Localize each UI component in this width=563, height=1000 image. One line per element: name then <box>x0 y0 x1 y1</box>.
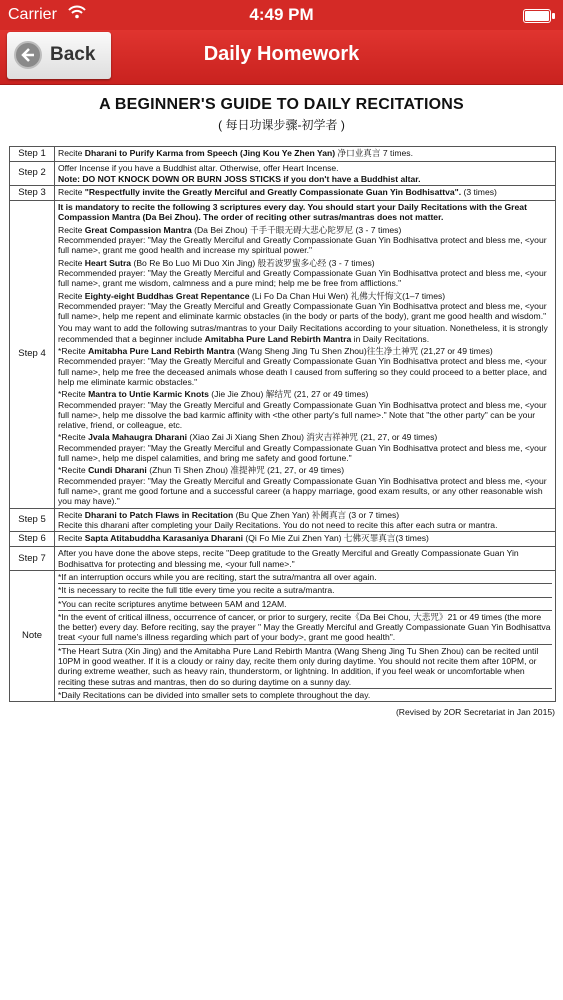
page-title: Daily Homework <box>203 43 360 65</box>
document-subtitle: ( 每日功课步骤-初学者 ) <box>218 118 345 132</box>
step-label: Step 2 <box>10 162 55 186</box>
step-content: It is mandatory to recite the following 3 scriptures every day. You should start your Daily Recitations with the Great Compassion Mantra (Da Bei Zhou). The order of reciting other sutras/mantras does not matter. Recite Great Compassion Mantra (Da Bei Zhou) 千手千眼无碍大悲心陀罗尼 (3 - 7 times) Recommended prayer: "May the Greatly Merciful and Greatly Compassionate Guan Yin Bodhisattva protect and bless me, <your full name>, grant me good health and increase my spiritual power." Recite Heart Sutra (Bo Re Bo Luo Mi Duo Xin Jing) 般若波罗蜜多心经 (3 - 7 times) Recommended prayer: "May the Greatly Merciful and Greatly Compassionate Guan Yin Bodhisattva protect and bless me, <your full name>, grant me wisdom, calmness and a pure mind; help me be free from afflictions." Recite Eighty-eight Buddhas Great Repentance (Li Fo Da Chan Hui Wen) 礼佛大忏悔文(1–7 times) Recommended prayer: "May the Greatly Merciful and Greatly Compassionate Guan Yin Bodhisattva protect and bless me, <your full name>, help me repent and eliminate karmic obstacles (in the body or parts of the body), grant me good health and wisdom." You may want to add the following sutras/mantras to your Daily Recitations according to your situation. Nonetheless, it is strongly recommended that a beginner include Amitabha Pure Land Rebirth Mantra in Daily Recitations. *Recite Amitabha Pure Land Rebirth Mantra (Wang Sheng Jing Tu Shen Zhou)往生净土神咒 (21,27 or 49 times) Recommended prayer: "May the Greatly Merciful and Greatly Compassionate Guan Yin Bodhisattva protect and bless me, <your full name>, help me free the deceased animals whose death I caused from suffering so they could proceed to a better place, and help me eliminate karmic obstacles." *Recite Mantra to Untie Karmic Knots (Jie Jie Zhou) 解结咒 (21, 27 or 49 times) Recommended prayer: "May the Greatly Merciful and Greatly Compassionate Guan Yin Bodhisattva protect and bless me, <your full name>, help me dissolve the bad karmic affinity with <the other party's full name>." Note that "the other party" can be your relative, friend, or colleague, etc. *Recite Jvala Mahaugra Dharani (Xiao Zai Ji Xiang Shen Zhou) 消灾吉祥神咒 (21, 27, or 49 times) Recommended prayer: "May the Greatly Merciful and Greatly Compassionate Guan Yin Bodhisattva protect and bless me, <your full name>, help me dispel calamities, and bring me safety and good fortune." *Recite Cundi Dharani (Zhun Ti Shen Zhou) 准提神咒 (21, 27, or 49 times) Recommended prayer: "May the Greatly Merciful and Greatly Compassionate Guan Yin Bodhisattva protect and bless me, <your full name>, grant me good fortune and a successful career (a happy marriage, good exam results, or any other reasonable wish you may have)." <box>55 201 556 508</box>
note-label: Note <box>10 570 55 701</box>
battery-icon <box>523 9 551 23</box>
step-content: Recite Sapta Atitabuddha Karasaniya Dharani (Qi Fo Mie Zui Zhen Yan) 七佛灭罪真言(3 times) <box>55 532 556 547</box>
note-row <box>10 570 556 701</box>
step-content: Recite Dharani to Purify Karma from Speech (Jing Kou Ye Zhen Yan) 净口业真言 7 times. <box>55 147 556 162</box>
step-label: Step 6 <box>10 532 55 547</box>
step-content: After you have done the above steps, recite "Deep gratitude to the Greatly Merciful and Greatly Compassionate Guan Yin Bodhisattva for protecting and blessing me, <your full name>." <box>55 547 556 571</box>
step-content: Offer Incense if you have a Buddhist altar. Otherwise, offer Heart Incense. Note: DO NOT KNOCK DOWN OR BURN JOSS STICKS if you don't have a Buddhist altar. <box>55 162 556 186</box>
document-title: A BEGINNER'S GUIDE TO DAILY RECITATIONS <box>99 96 464 113</box>
note-item: *It is necessary to recite the full title every time you recite a sutra/mantra. <box>58 584 552 597</box>
note-item: *You can recite scriptures anytime between 5AM and 12AM. <box>58 598 552 611</box>
step-label: Step 5 <box>10 508 55 532</box>
clock-time: 4:49 PM <box>249 5 314 24</box>
step-label: Step 4 <box>10 201 55 508</box>
step-row <box>10 547 556 571</box>
step-row <box>10 185 556 200</box>
step-row <box>10 201 556 508</box>
step-row <box>10 508 556 532</box>
back-button-label: Back <box>50 44 96 65</box>
recitation-steps-table <box>9 146 556 702</box>
step-row <box>10 162 556 186</box>
note-content <box>55 570 556 701</box>
navigation-bar <box>0 30 563 85</box>
step-label: Step 7 <box>10 547 55 571</box>
note-item: *If an interruption occurs while you are reciting, start the sutra/mantra all over again. <box>58 571 552 584</box>
step-row <box>10 147 556 162</box>
note-item: *In the event of critical illness, occurrence of cancer, or prior to surgery, recite《Da Bei Chou, 大悲咒》21 or 49 times (the more the better) every day. Before reciting, say the prayer " May the Greatly Merciful and Greatly Compassionate Guan Yin Bodhisattva treat <your full name's illness regarding which part of your body>, grant me good health". <box>58 611 552 645</box>
step-label: Step 1 <box>10 147 55 162</box>
step-content: Recite "Respectfully invite the Greatly Merciful and Greatly Compassionate Guan Yin Bodhisattva". (3 times) <box>55 185 556 200</box>
step-content: Recite Dharani to Patch Flaws in Recitation (Bu Que Zhen Yan) 补阙真言 (3 or 7 times) Recite this dharani after completing your Daily Recitations. You do not need to recite this after each sutra or mantra. <box>55 508 556 532</box>
note-item: *Daily Recitations can be divided into smaller sets to complete throughout the day. <box>58 689 371 700</box>
step-row <box>10 532 556 547</box>
revision-note: (Revised by 2OR Secretariat in Jan 2015) <box>395 707 555 717</box>
note-item: *The Heart Sutra (Xin Jing) and the Amitabha Pure Land Rebirth Mantra (Wang Sheng Jing Tu Shen Zhou) can be recited until 10PM in good weather. If it is a cloudy or rainy day, recite them only during daytime. You should not recite them after 10PM, or during extreme weather, such as heavy rain, thunderstorm, or lightning. In addition, if you feel weak or uncomfortable when reciting these sutras and mantras, then do so during daytime on a sunny day. <box>58 645 552 689</box>
step-label: Step 3 <box>10 185 55 200</box>
carrier-label: Carrier <box>8 6 57 23</box>
status-bar <box>0 0 563 30</box>
